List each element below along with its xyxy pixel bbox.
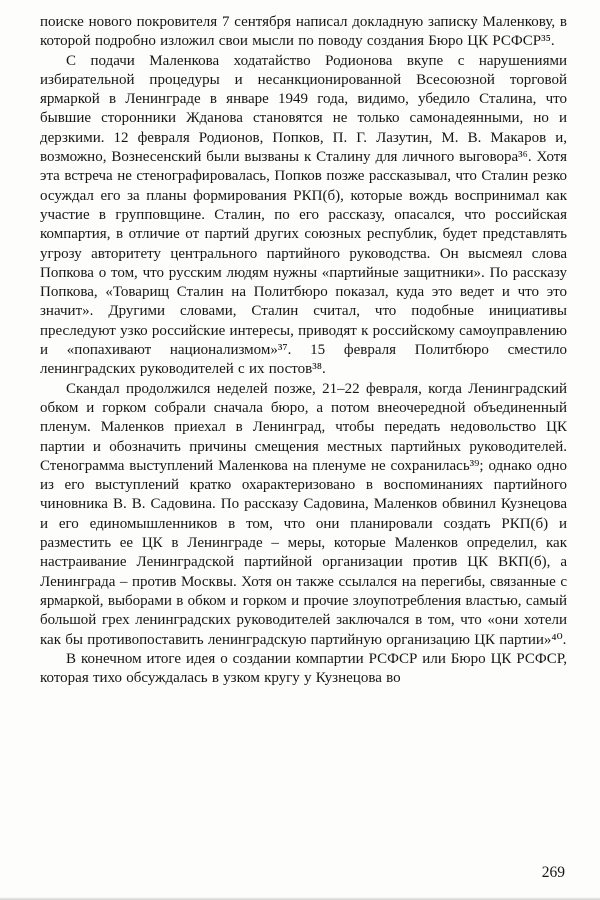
paragraph-continuation: поиске нового покровителя 7 сентября написал докладную записку Маленкову, в которой подробно изложил свои мысли по поводу создания Бюро ЦК РСФСР³⁵. xyxy=(40,14,567,50)
paragraph: С подачи Маленкова ходатайство Родионова вкупе с нарушениями избирательной процедуры и несанкционированной Всесоюзной торговой ярмаркой в Ленинграде в январе 1949 года, видимо, убедило Сталина, что бывшие сторонники Жданова становятся не только самонадеянными, но и дерзкими. 12 февраля Родионов, Попков, П. Г. Лазутин, М. В. Макаров и, возможно, Вознесенский были вызваны к Сталину для личного выговора³⁶. Хотя эта встреча не стенографировалась, Попков позже рассказывал, что Сталин резко осуждал его за планы формирования РКП(б), которые вождь воспринимал как участие в групповщине. Сталин, по его рассказу, опасался, что российская компартия, в отличие от партий других союзных республик, будет представлять угрозу авторитету центрального партийного руководства. Он высмеял слова Попкова о том, что русским людям нужны «партийные защитники». По рассказу Попкова, «Товарищ Сталин на Политбюро показал, куда это ведет и что это значит». Другими словами, Сталин считал, что подобные инициативы преследуют узко российские интересы, приводят к российскому самоуправлению и «попахивают национализмом»³⁷. 15 февраля Политбюро сместило ленинградских руководителей с их постов³⁸. xyxy=(40,52,567,378)
paragraph: В конечном итоге идея о создании компартии РСФСР или Бюро ЦК РСФСР, которая тихо обсуждалась в узком кругу у Кузнецова во xyxy=(40,650,567,687)
body-text xyxy=(40,13,567,688)
paragraph: Скандал продолжился неделей позже, 21–22 февраля, когда Ленинградский обком и горком собрали сначала бюро, а потом внеочередной объединенный пленум. Маленков приехал в Ленинград, чтобы передать недовольство ЦК партии и обозначить причины смещения местных партийных руководителей. Стенограмма выступлений Маленкова на пленуме не сохранилась³⁹; однако одно из его выступлений кратко охарактеризовано в воспоминаниях партийного чиновника В. В. Садовина. По рассказу Садовина, Маленков обвинил Кузнецова и его единомышленников в том, что они планировали создать РКП(б) и разместить ее ЦК в Ленинграде – меры, которые Маленков определил, как настраивание Ленинградской партийной организации против ЦК ВКП(б), а Ленинграда – против Москвы. Хотя он также ссылался на перегибы, связанные с ярмаркой, выборами в обком и горком и прочие злоупотребления властью, самый большой грех ленинградских руководителей заключался в том, что «они хотели как бы противопоставить ленинградскую партийную организацию ЦК партии»⁴⁰. xyxy=(40,380,567,648)
page-number: 269 xyxy=(541,864,565,881)
